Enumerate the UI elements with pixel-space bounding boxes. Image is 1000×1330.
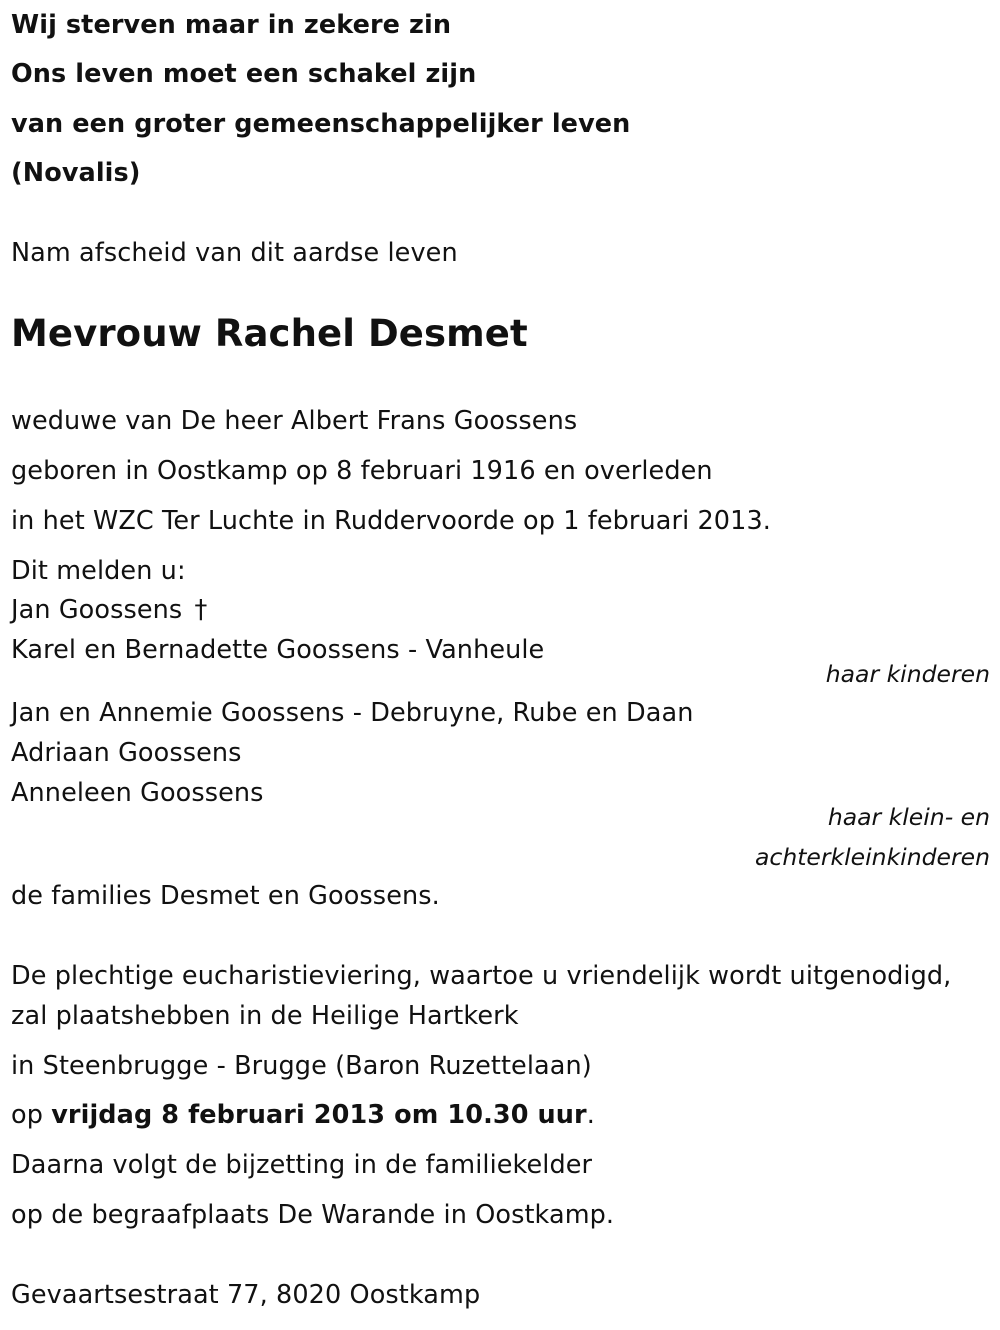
poem-line-2: Ons leven moet een schakel zijn (11, 59, 477, 89)
ceremony-line-5: Daarna volgt de bijzetting in de familiekelder (11, 1150, 593, 1180)
ceremony-date-suffix: . (586, 1100, 595, 1130)
poem-line-1: Wij sterven maar in zekere zin (11, 10, 452, 40)
deceased-name: Mevrouw Rachel Desmet (11, 312, 528, 355)
announce-text: Dit melden u: (11, 556, 186, 586)
ceremony-date-prefix: op (11, 1100, 52, 1130)
ceremony-date (11, 1099, 595, 1131)
cross-icon: † (194, 595, 208, 625)
detail-line-2: geboren in Oostkamp op 8 februari 1916 en overleden (11, 456, 713, 486)
address: Gevaartsestraat 77, 8020 Oostkamp (11, 1280, 481, 1310)
ceremony-line-3: in Steenbrugge - Brugge (Baron Ruzettelaan) (11, 1051, 592, 1081)
grandchildren-label-2: achterkleinkinderen (755, 843, 990, 871)
child-1 (11, 594, 207, 626)
grandchild-2: Adriaan Goossens (11, 738, 242, 768)
child-1-name: Jan Goossens (11, 595, 183, 625)
detail-line-1: weduwe van De heer Albert Frans Goossens (11, 406, 578, 436)
grandchildren-label-1: haar klein- en (827, 803, 990, 831)
ceremony-date-bold: vrijdag 8 februari 2013 om 10.30 uur (51, 1100, 587, 1130)
grandchild-1: Jan en Annemie Goossens - Debruyne, Rube en Daan (11, 698, 694, 728)
poem-line-3: van een groter gemeenschappelijker leven (11, 109, 631, 139)
detail-line-3: in het WZC Ter Luchte in Ruddervoorde op 1 februari 2013. (11, 506, 771, 536)
families-text: de families Desmet en Goossens. (11, 881, 440, 911)
children-label: haar kinderen (825, 660, 990, 688)
ceremony-line-1: De plechtige eucharistieviering, waartoe u vriendelijk wordt uitgenodigd, (11, 961, 952, 991)
poem-author: (Novalis) (11, 158, 141, 188)
ceremony-line-6: op de begraafplaats De Warande in Oostkamp. (11, 1200, 615, 1230)
ceremony-line-2: zal plaatshebben in de Heilige Hartkerk (11, 1001, 519, 1031)
child-2: Karel en Bernadette Goossens - Vanheule (11, 635, 545, 665)
grandchild-3: Anneleen Goossens (11, 778, 264, 808)
intro-text: Nam afscheid van dit aardse leven (11, 238, 458, 268)
